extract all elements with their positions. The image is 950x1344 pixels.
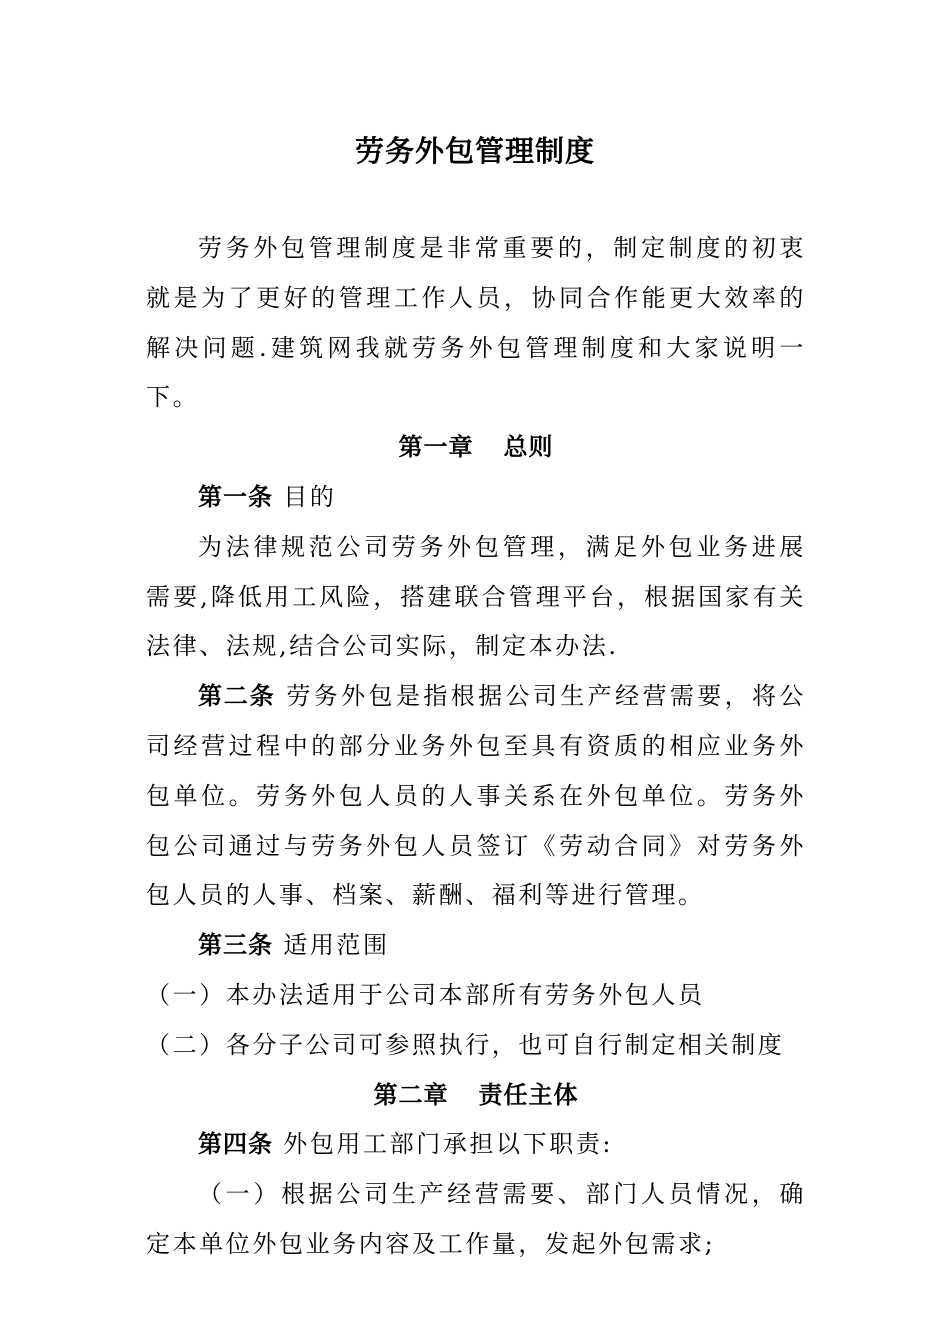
document-title: 劳务外包管理制度	[354, 134, 595, 168]
chapter-2-heading	[146, 1071, 806, 1121]
article-3-item: （一）本办法适用于公司本部所有劳务外包人员	[146, 980, 705, 1009]
article-4-item: （一）根据公司生产经营需要、部门人员情况，确定本单位外包业务内容及工作量，发起外包需求;	[146, 1180, 806, 1258]
document-body	[146, 224, 806, 1270]
chapter-1-name: 总则	[503, 433, 554, 462]
article-3-heading	[146, 921, 806, 971]
article-1-heading-text: 目的	[273, 482, 337, 511]
article-2-body: 劳务外包是指根据公司生产经营需要，将公司经营过程中的部分业务外包至具有资质的相应业务外包单位。劳务外包人员的人事关系在外包单位。劳务外包公司通过与劳务外包人员签订《劳动合同》对劳务外包人员的人事、档案、薪酬、福利等进行管理。	[146, 682, 806, 910]
article-4-heading	[146, 1120, 806, 1170]
article-1-heading	[146, 473, 806, 523]
article-4-label: 第四条	[198, 1130, 273, 1159]
chapter-2-name: 责任主体	[478, 1080, 579, 1109]
chapter-1-number: 第一章	[398, 433, 474, 462]
article-3-label: 第三条	[198, 931, 273, 960]
article-4-heading-text: 外包用工部门承担以下职责:	[273, 1130, 614, 1159]
article-2-paragraph	[146, 672, 806, 921]
chapter-2-number: 第二章	[373, 1080, 449, 1109]
chapter-1-heading	[146, 423, 806, 473]
article-3-item: （二）各分子公司可参照执行，也可自行制定相关制度	[146, 1030, 785, 1059]
article-3-heading-text: 适用范围	[273, 931, 390, 960]
article-2-label: 第二条	[198, 682, 276, 711]
intro-paragraph: 劳务外包管理制度是非常重要的，制定制度的初衷就是为了更好的管理工作人员，协同合作能更大效率的解决问题.建筑网我就劳务外包管理制度和大家说明一下。	[146, 234, 806, 412]
article-1-body: 为法律规范公司劳务外包管理，满足外包业务进展需要,降低用工风险，搭建联合管理平台，根据国家有关法律、法规,结合公司实际，制定本办法.	[146, 532, 806, 661]
article-1-label: 第一条	[198, 482, 273, 511]
